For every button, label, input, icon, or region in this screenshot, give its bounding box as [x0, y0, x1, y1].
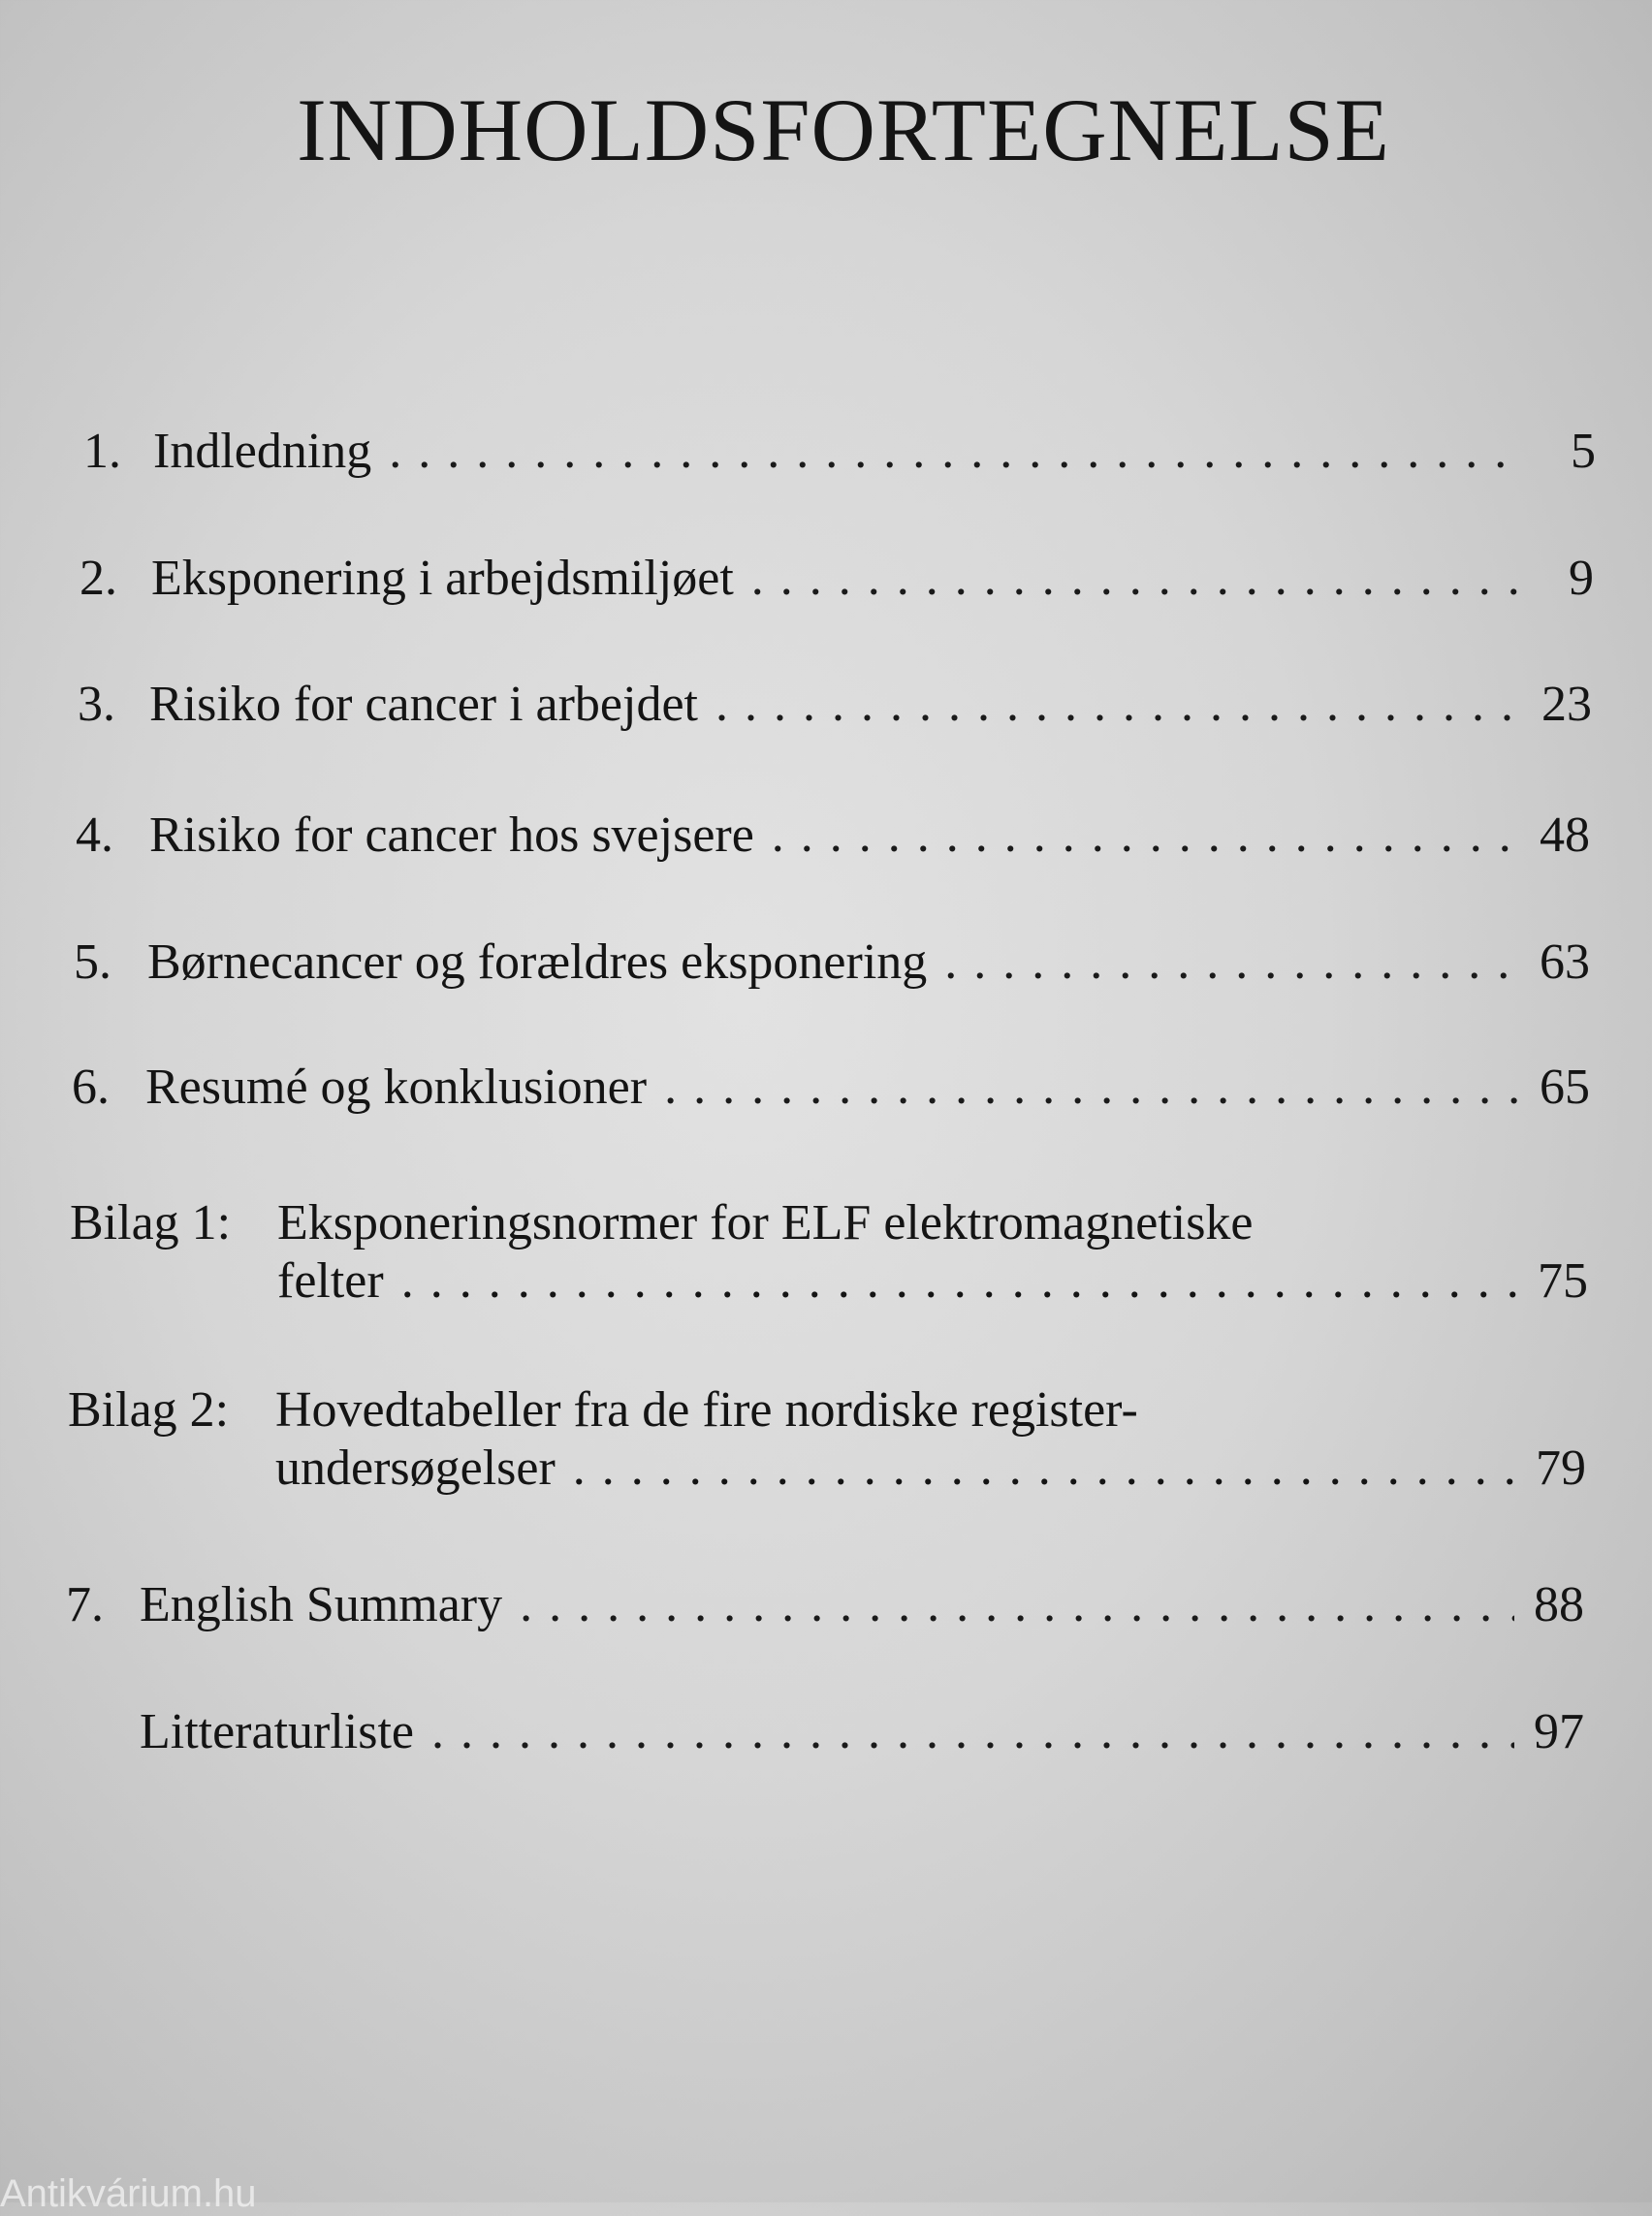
- entry-page: 23: [1541, 677, 1592, 732]
- dot-leader: [944, 934, 1520, 992]
- entry-page: 48: [1540, 807, 1590, 863]
- entry-title: Risiko for cancer i arbejdet: [149, 677, 698, 732]
- appendix-line-2: [68, 1440, 1586, 1498]
- entry-title: Resumé og konklusioner: [145, 1060, 648, 1115]
- entry-number: 5.: [74, 934, 111, 990]
- toc-entry-3: [78, 676, 1592, 734]
- dot-leader: [389, 423, 1526, 481]
- dot-leader: [772, 807, 1520, 865]
- entry-title: Risiko for cancer hos svejsere: [149, 807, 754, 863]
- dot-leader: [520, 1576, 1514, 1634]
- entry-number: 4.: [76, 807, 113, 863]
- toc-entry-bibliography: [66, 1703, 1584, 1761]
- entry-page: 65: [1540, 1060, 1590, 1115]
- appendix-line-1: [68, 1381, 1586, 1440]
- toc-entry-7: [66, 1576, 1584, 1634]
- toc-entry-5: [74, 934, 1590, 992]
- dot-leader: [573, 1440, 1516, 1498]
- toc-entry-4: [76, 807, 1590, 865]
- entry-page: 79: [1536, 1440, 1586, 1496]
- entry-page: 88: [1534, 1577, 1584, 1632]
- entry-page: 97: [1534, 1704, 1584, 1759]
- dot-leader: [715, 676, 1522, 734]
- appendix-line-2: [70, 1252, 1588, 1311]
- toc-entry-6: [72, 1059, 1590, 1117]
- entry-number: 2.: [79, 551, 117, 606]
- toc-appendix-1: [70, 1194, 1588, 1311]
- entry-page: 75: [1538, 1252, 1588, 1309]
- appendix-title: Hovedtabeller fra de fire nordiske register-: [275, 1382, 1138, 1438]
- toc-entry-1: [83, 423, 1596, 481]
- dot-leader: [664, 1059, 1520, 1117]
- entry-title: Indledning: [153, 424, 372, 479]
- entry-page: 63: [1540, 934, 1590, 990]
- toc-appendix-2: [68, 1381, 1586, 1498]
- entry-number: 7.: [66, 1577, 104, 1632]
- dot-leader: [751, 550, 1524, 608]
- toc-entry-2: [79, 550, 1594, 608]
- entry-page: 9: [1569, 551, 1594, 606]
- appendix-title-continued: undersøgelser: [275, 1440, 556, 1496]
- entry-title: English Summary: [140, 1577, 503, 1632]
- dot-leader: [431, 1703, 1514, 1761]
- appendix-label: Bilag 1:: [70, 1195, 232, 1250]
- appendix-title: Eksponeringsnormer for ELF elektromagnetiske: [277, 1195, 1254, 1250]
- appendix-title-continued: felter: [277, 1252, 384, 1309]
- entry-number: 1.: [83, 424, 121, 479]
- entry-page: 5: [1571, 424, 1596, 479]
- entry-title: Eksponering i arbejdsmiljøet: [151, 551, 734, 606]
- appendix-line-1: [70, 1194, 1588, 1252]
- page-title: INDHOLDSFORTEGNELSE: [297, 80, 1390, 179]
- entry-title: Børnecancer og forældres eksponering: [147, 934, 928, 990]
- entry-number: 3.: [78, 677, 115, 732]
- entry-title: Litteraturliste: [140, 1704, 415, 1759]
- dot-leader: [401, 1252, 1518, 1311]
- appendix-label: Bilag 2:: [68, 1382, 230, 1438]
- entry-number: 6.: [72, 1060, 110, 1115]
- watermark: Antikvárium.hu: [0, 2172, 257, 2215]
